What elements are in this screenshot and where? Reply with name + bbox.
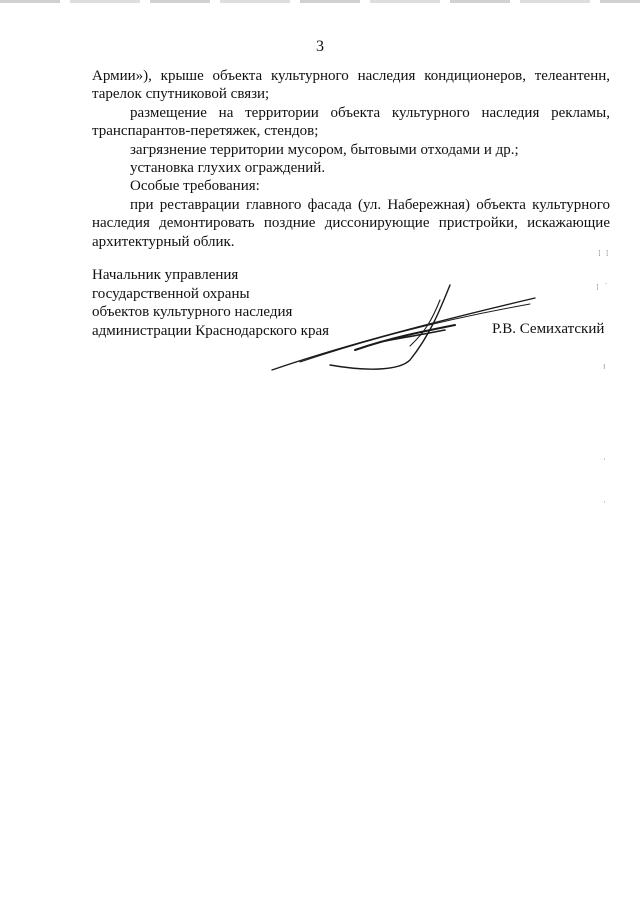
scan-margin-mark: · — [603, 455, 607, 465]
body-line: установка глухих ограждений. — [130, 160, 326, 177]
scan-margin-mark: · — [603, 498, 607, 508]
document-body — [92, 67, 610, 251]
scan-margin-mark: ⁞ ⁞ — [598, 249, 610, 259]
scan-margin-mark: ı — [603, 362, 607, 372]
position-line: объектов культурного наследия — [92, 304, 293, 320]
body-line: Армии»), крыше объекта культурного наследия кондиционеров, телеантенн, — [92, 68, 610, 84]
body-line: наследия демонтировать поздние диссонирующие пристройки, искажающие — [92, 215, 610, 232]
scan-margin-mark: ⁞ ˙ — [596, 283, 610, 293]
body-line: при реставрации главного фасада (ул. Набережная) объекта культурного — [130, 196, 610, 213]
page-number: 3 — [316, 38, 324, 55]
position-line: администрации Краснодарского края — [92, 322, 330, 339]
signatory-name: Р.В. Семихатский — [492, 321, 605, 337]
body-line: тарелок спутниковой связи; — [92, 86, 270, 103]
body-line: архитектурный облик. — [92, 233, 235, 250]
scan-edge-artifact — [0, 0, 640, 3]
position-line: Начальник управления — [92, 267, 239, 283]
position-line: государственной охраны — [92, 285, 250, 302]
body-line: загрязнение территории мусором, бытовыми отходами и др.; — [130, 141, 519, 158]
body-line: Особые требования: — [130, 178, 260, 195]
body-line: размещение на территории объекта культурного наследия рекламы, — [130, 104, 610, 121]
body-line: транспарантов-перетяжек, стендов; — [92, 123, 319, 140]
